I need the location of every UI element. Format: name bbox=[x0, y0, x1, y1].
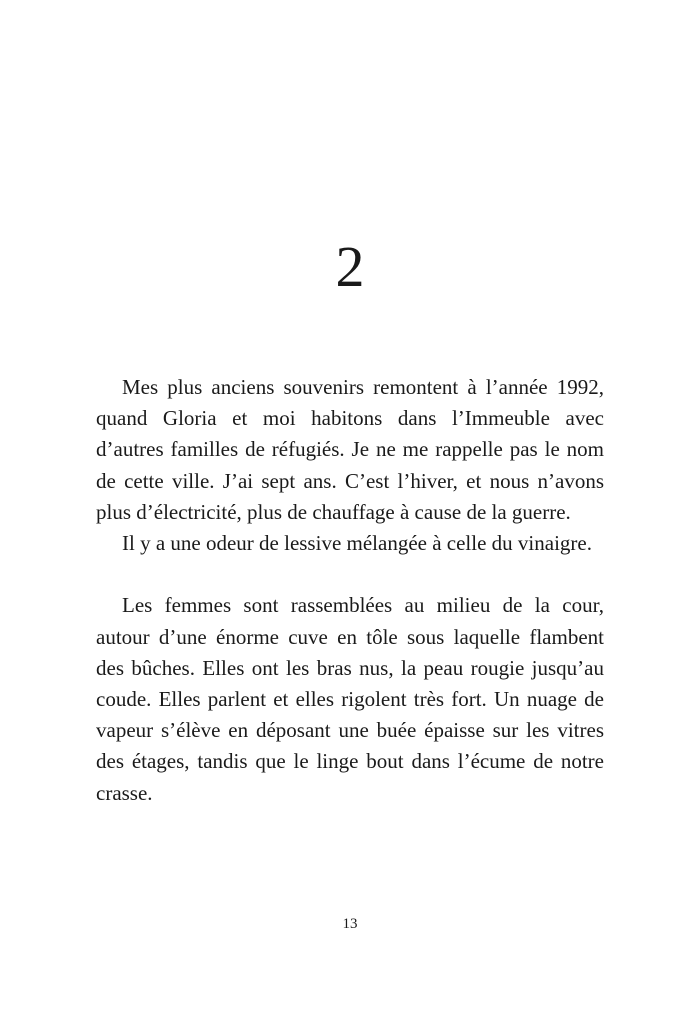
page-number: 13 bbox=[342, 916, 358, 932]
paragraph: Il y a une odeur de lessive mélangée à celle du vinaigre. bbox=[122, 531, 592, 556]
body-text bbox=[96, 372, 604, 809]
paragraph: Mes plus anciens souvenirs remontent à l’année 1992, quand Gloria et moi habitons dans l’Immeuble avec d’autres familles de réfugiés. Je ne me rappelle pas le nom de cette ville. J’ai sept ans. C’est l’hiver, et nous n’avons plus d’électricité, plus de chauffage à cause de la guerre. bbox=[96, 375, 604, 524]
paragraph: Les femmes sont rassemblées au milieu de la cour, autour d’une énorme cuve en tôle sous laquelle flambent des bûches. Elles ont les bras nus, la peau rougie jusqu’au coude. Elles parlent et elles rigolent très fort. Un nuage de vapeur s’élève en déposant une buée épaisse sur les vitres des étages, tandis que le linge bout dans l’écume de notre crasse. bbox=[96, 593, 604, 805]
chapter-number: 2 bbox=[335, 233, 365, 299]
